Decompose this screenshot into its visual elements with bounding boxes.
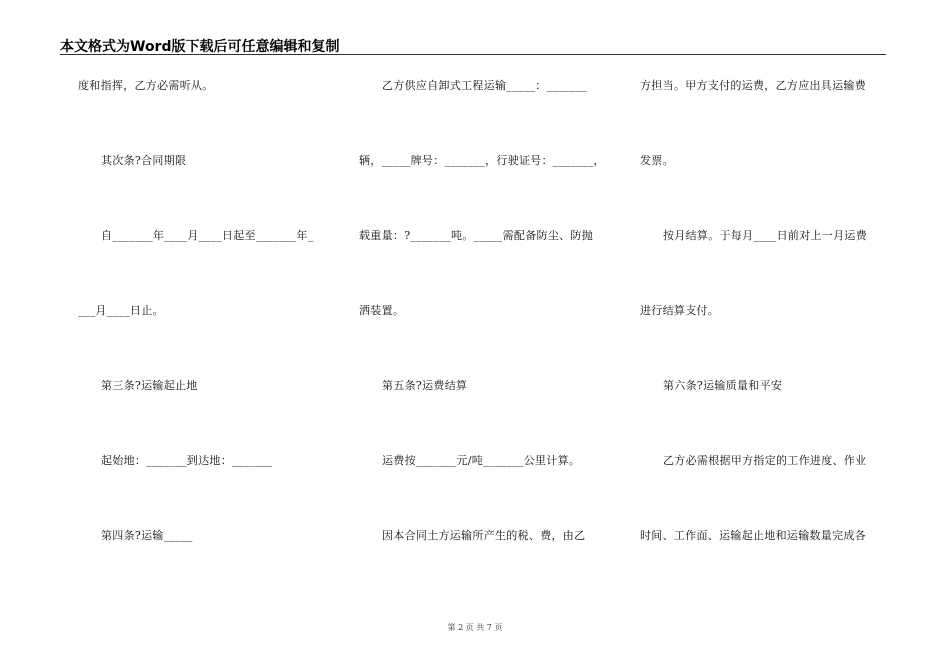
text-line: 起始地：_______到达地：_______ <box>101 454 273 467</box>
text-line: 方担当。甲方支付的运费，乙方应出具运输费 <box>640 79 866 92</box>
header-divider <box>60 54 886 55</box>
text-line: 时间、工作面、运输起止地和运输数量完成各 <box>640 529 866 542</box>
text-line: 自_______年____月____日起至_______年_ <box>101 229 314 242</box>
text-line: 第四条?运输_____ <box>101 529 193 542</box>
text-line: 运费按_______元/吨_______公里计算。 <box>382 454 581 467</box>
text-line: 按月结算。于每月____日前对上一月运费 <box>663 229 867 242</box>
text-line: 辆，_____牌号：_______，行驶证号：_______， <box>359 154 605 167</box>
text-line: 乙方供应自卸式工程运输_____：_______ <box>382 79 588 92</box>
text-line: 第五条?运费结算 <box>382 379 468 392</box>
text-line: 其次条?合同期限 <box>101 154 187 167</box>
text-line: 度和指挥，乙方必需听从。 <box>78 79 214 92</box>
text-line: 第三条?运输起止地 <box>101 379 198 392</box>
text-line: ___月____日止。 <box>78 304 164 317</box>
text-line: 发票。 <box>640 154 674 167</box>
text-line: 进行结算支付。 <box>640 304 720 317</box>
text-line: 因本合同土方运输所产生的税、费，由乙 <box>382 529 586 542</box>
document-header-title: 本文格式为Word版下载后可任意编辑和复制 <box>60 39 340 55</box>
text-line: 第六条?运输质量和平安 <box>663 379 783 392</box>
text-line: 洒装置。 <box>359 304 405 317</box>
page-number-footer: 第 2 页 共 7 页 <box>447 623 503 632</box>
text-line: 乙方必需根据甲方指定的工作进度、作业 <box>663 454 867 467</box>
text-line: 载重量：?_______吨。_____需配备防尘、防抛 <box>359 229 593 242</box>
